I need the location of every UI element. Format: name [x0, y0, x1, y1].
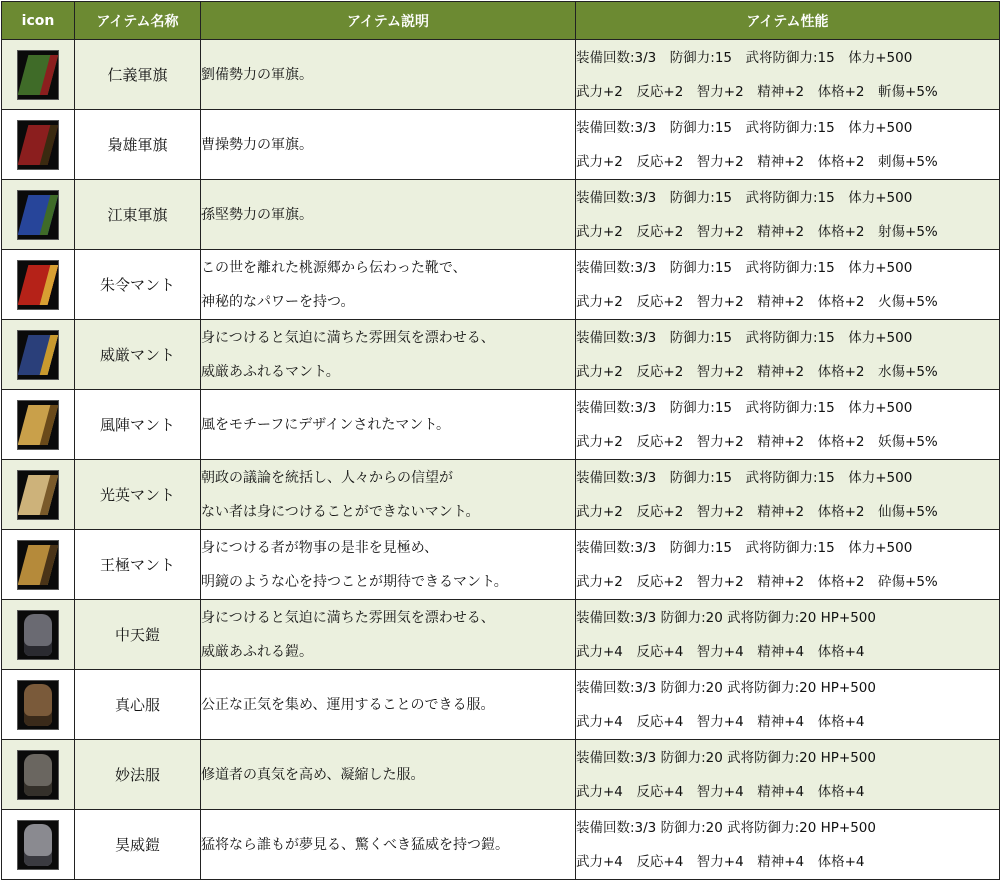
header-item-performance: アイテム性能 — [576, 2, 1000, 40]
item-description — [201, 180, 576, 250]
item-name: 王極マント — [75, 530, 201, 600]
header-icon: icon — [2, 2, 75, 40]
performance-line: 武力+2 反応+2 智力+2 精神+2 体格+2 妖傷+5% — [576, 433, 938, 450]
item-description — [201, 740, 576, 810]
performance-line: 武力+2 反応+2 智力+2 精神+2 体格+2 水傷+5% — [576, 363, 938, 380]
item-description — [201, 40, 576, 110]
item-performance — [576, 110, 1000, 180]
performance-line: 装備回数:3/3 防御力:15 武将防御力:15 体力+500 — [576, 469, 913, 486]
item-name: 梟雄軍旗 — [75, 110, 201, 180]
item-description — [201, 250, 576, 320]
icon-cell — [2, 460, 75, 530]
item-performance — [576, 670, 1000, 740]
steel-armor-icon — [17, 820, 59, 870]
icon-cell — [2, 110, 75, 180]
description-line: 明鏡のような心を持つことが期待できるマント。 — [201, 573, 508, 590]
item-description — [201, 110, 576, 180]
item-performance — [576, 810, 1000, 880]
item-performance — [576, 40, 1000, 110]
description-line: 風をモチーフにデザインされたマント。 — [201, 416, 451, 433]
item-table-body — [2, 40, 1000, 880]
item-performance — [576, 320, 1000, 390]
item-performance — [576, 250, 1000, 320]
dark-armor-icon — [17, 610, 59, 660]
table-row — [2, 320, 1000, 390]
performance-line: 装備回数:3/3 防御力:20 武将防御力:20 HP+500 — [576, 609, 876, 626]
performance-line: 武力+2 反応+2 智力+2 精神+2 体格+2 火傷+5% — [576, 293, 938, 310]
blue-gold-cape-icon — [17, 330, 59, 380]
item-description — [201, 460, 576, 530]
description-line: 身につけると気迫に満ちた雰囲気を漂わせる、 — [201, 329, 495, 346]
item-table — [1, 1, 1000, 880]
description-line: 公正な正気を集め、運用することのできる服。 — [201, 696, 495, 713]
description-line: 猛将なら誰もが夢見る、驚くべき猛威を持つ鎧。 — [201, 836, 509, 853]
table-row — [2, 180, 1000, 250]
description-line: 身につけると気迫に満ちた雰囲気を漂わせる、 — [201, 609, 495, 626]
item-name: 江東軍旗 — [75, 180, 201, 250]
item-name: 中天鎧 — [75, 600, 201, 670]
description-line: 身につける者が物事の是非を見極め、 — [201, 539, 439, 556]
item-name: 妙法服 — [75, 740, 201, 810]
performance-line: 武力+2 反応+2 智力+2 精神+2 体格+2 射傷+5% — [576, 223, 938, 240]
red-cape-icon — [17, 260, 59, 310]
table-row — [2, 530, 1000, 600]
icon-cell — [2, 810, 75, 880]
description-line: 威厳あふれるマント。 — [201, 363, 340, 380]
performance-line: 装備回数:3/3 防御力:15 武将防御力:15 体力+500 — [576, 259, 913, 276]
table-row — [2, 40, 1000, 110]
performance-line: 武力+4 反応+4 智力+4 精神+4 体格+4 — [576, 783, 865, 800]
item-description — [201, 320, 576, 390]
item-performance — [576, 530, 1000, 600]
red-war-banner-icon — [17, 120, 59, 170]
table-row — [2, 740, 1000, 810]
gold-cape-icon — [17, 400, 59, 450]
table-row — [2, 390, 1000, 460]
performance-line: 武力+2 反応+2 智力+2 精神+2 体格+2 砕傷+5% — [576, 573, 938, 590]
performance-line: 装備回数:3/3 防御力:20 武将防御力:20 HP+500 — [576, 819, 876, 836]
description-line: ない者は身につけることができないマント。 — [201, 503, 480, 520]
table-row — [2, 250, 1000, 320]
performance-line: 装備回数:3/3 防御力:20 武将防御力:20 HP+500 — [576, 679, 876, 696]
description-line: 神秘的なパワーを持つ。 — [201, 293, 355, 310]
item-performance — [576, 180, 1000, 250]
item-name: 仁義軍旗 — [75, 40, 201, 110]
performance-line: 武力+2 反応+2 智力+2 精神+2 体格+2 仙傷+5% — [576, 503, 938, 520]
item-description — [201, 390, 576, 460]
item-name: 風陣マント — [75, 390, 201, 460]
performance-line: 装備回数:3/3 防御力:15 武将防御力:15 体力+500 — [576, 539, 913, 556]
tan-cape-icon — [17, 470, 59, 520]
performance-line: 武力+4 反応+4 智力+4 精神+4 体格+4 — [576, 853, 865, 870]
performance-line: 装備回数:3/3 防御力:15 武将防御力:15 体力+500 — [576, 49, 913, 66]
icon-cell — [2, 740, 75, 810]
performance-line: 装備回数:3/3 防御力:20 武将防御力:20 HP+500 — [576, 749, 876, 766]
performance-line: 装備回数:3/3 防御力:15 武将防御力:15 体力+500 — [576, 399, 913, 416]
gray-robe-icon — [17, 750, 59, 800]
icon-cell — [2, 670, 75, 740]
performance-line: 武力+2 反応+2 智力+2 精神+2 体格+2 斬傷+5% — [576, 83, 938, 100]
item-performance — [576, 600, 1000, 670]
performance-line: 武力+2 反応+2 智力+2 精神+2 体格+2 刺傷+5% — [576, 153, 938, 170]
item-performance — [576, 460, 1000, 530]
item-performance — [576, 740, 1000, 810]
green-war-banner-icon — [17, 50, 59, 100]
item-name: 威厳マント — [75, 320, 201, 390]
header-row — [2, 2, 1000, 40]
performance-line: 装備回数:3/3 防御力:15 武将防御力:15 体力+500 — [576, 329, 913, 346]
icon-cell — [2, 180, 75, 250]
icon-cell — [2, 390, 75, 460]
performance-line: 装備回数:3/3 防御力:15 武将防御力:15 体力+500 — [576, 189, 913, 206]
blue-war-banner-icon — [17, 190, 59, 240]
table-row — [2, 460, 1000, 530]
description-line: 曹操勢力の軍旗。 — [201, 136, 313, 153]
item-name: 朱令マント — [75, 250, 201, 320]
icon-cell — [2, 600, 75, 670]
description-line: 孫堅勢力の軍旗。 — [201, 206, 313, 223]
item-name: 真心服 — [75, 670, 201, 740]
table-row — [2, 670, 1000, 740]
description-line: 劉備勢力の軍旗。 — [201, 66, 313, 83]
table-row — [2, 810, 1000, 880]
description-line: 威厳あふれる鎧。 — [201, 643, 313, 660]
performance-line: 装備回数:3/3 防御力:15 武将防御力:15 体力+500 — [576, 119, 913, 136]
item-name: 光英マント — [75, 460, 201, 530]
table-row — [2, 600, 1000, 670]
description-line: 朝政の議論を統括し、人々からの信望が — [201, 469, 453, 486]
table-row — [2, 110, 1000, 180]
description-line: この世を離れた桃源郷から伝わった靴で、 — [201, 259, 467, 276]
header-item-name: アイテム名称 — [75, 2, 201, 40]
performance-line: 武力+4 反応+4 智力+4 精神+4 体格+4 — [576, 713, 865, 730]
icon-cell — [2, 530, 75, 600]
item-description — [201, 810, 576, 880]
performance-line: 武力+4 反応+4 智力+4 精神+4 体格+4 — [576, 643, 865, 660]
brown-robe-icon — [17, 680, 59, 730]
item-description — [201, 600, 576, 670]
item-name: 昊威鎧 — [75, 810, 201, 880]
icon-cell — [2, 40, 75, 110]
description-line: 修道者の真気を高め、凝縮した服。 — [201, 766, 425, 783]
item-description — [201, 670, 576, 740]
item-description — [201, 530, 576, 600]
icon-cell — [2, 320, 75, 390]
item-performance — [576, 390, 1000, 460]
icon-cell — [2, 250, 75, 320]
header-item-description: アイテム説明 — [201, 2, 576, 40]
brown-gold-cape-icon — [17, 540, 59, 590]
